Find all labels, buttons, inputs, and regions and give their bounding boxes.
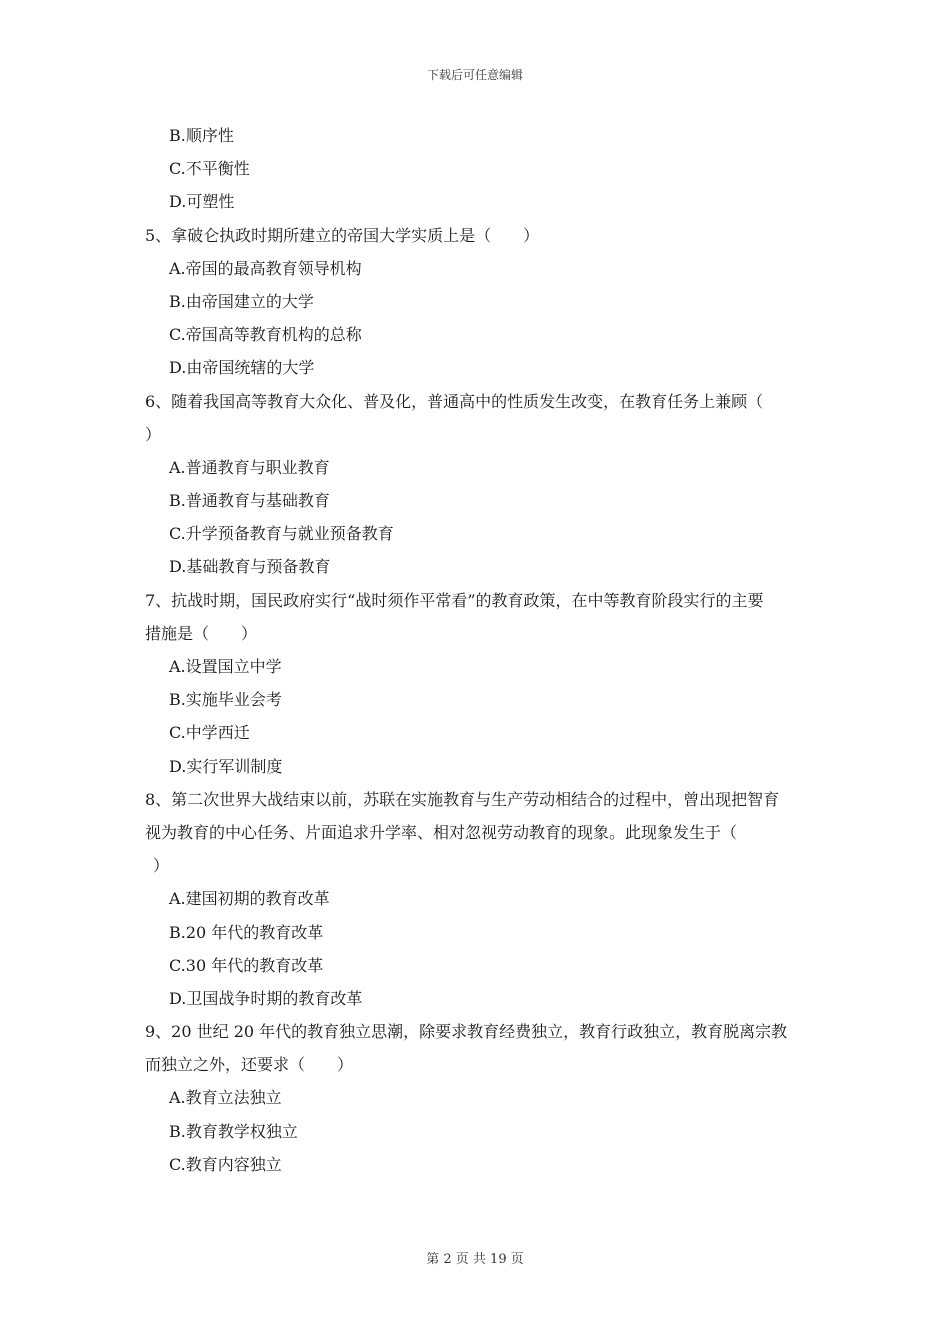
answer-option: C.升学预备教育与就业预备教育	[169, 524, 394, 544]
answer-option: D.卫国战争时期的教育改革	[169, 988, 363, 1008]
answer-option: B.20 年代的教育改革	[169, 922, 324, 942]
answer-option: D.可塑性	[169, 192, 235, 212]
answer-option: C.教育内容独立	[169, 1154, 282, 1174]
question-text: 8、第二次世界大战结束以前，苏联在实施教育与生产劳动相结合的过程中，曾出现把智育	[145, 789, 780, 809]
question-text: 5、拿破仑执政时期所建立的帝国大学实质上是（ ）	[145, 225, 540, 245]
answer-option: A.设置国立中学	[169, 657, 282, 676]
answer-option: B.实施毕业会考	[169, 690, 282, 710]
question-text-continued: ）	[153, 856, 170, 876]
answer-option: A.普通教育与职业教育	[169, 457, 330, 477]
answer-option: C.中学西迁	[169, 723, 250, 743]
answer-option: B.由帝国建立的大学	[169, 291, 314, 311]
answer-option: A.建国初期的教育改革	[169, 889, 330, 909]
answer-option: D.由帝国统辖的大学	[169, 358, 315, 378]
page-header: 下载后可任意编辑	[426, 68, 523, 82]
answer-option: B.顺序性	[169, 126, 234, 145]
question-text: 6、随着我国高等教育大众化、普及化，普通高中的性质发生改变，在教育任务上兼顾（	[145, 391, 764, 411]
answer-option: D.实行军训制度	[169, 756, 283, 776]
question-text-continued: 而独立之外，还要求（ ）	[145, 1055, 354, 1075]
answer-option: A.教育立法独立	[169, 1088, 282, 1108]
question-text: 9、20 世纪 20 年代的教育独立思潮，除要求教育经费独立，教育行政独立，教育脱离宗教	[145, 1022, 788, 1042]
answer-option: D.基础教育与预备教育	[169, 557, 331, 577]
answer-option: B.普通教育与基础教育	[169, 491, 330, 511]
page-footer: 第 2 页 共 19 页	[426, 1252, 524, 1267]
question-text-continued: 视为教育的中心任务、片面追求升学率、相对忽视劳动教育的现象。此现象发生于（	[145, 822, 738, 842]
document-body	[145, 122, 815, 1184]
answer-option: A.帝国的最高教育领导机构	[169, 258, 362, 278]
question-text-continued: ）	[145, 424, 162, 444]
question-text: 7、抗战时期，国民政府实行“战时须作平常看”的教育政策，在中等教育阶段实行的主要	[145, 590, 764, 610]
question-text-continued: 措施是（ ）	[145, 623, 258, 643]
answer-option: C.不平衡性	[169, 159, 250, 179]
answer-option: C.帝国高等教育机构的总称	[169, 325, 362, 345]
answer-option: C.30 年代的教育改革	[169, 955, 324, 975]
answer-option: B.教育教学权独立	[169, 1121, 298, 1141]
